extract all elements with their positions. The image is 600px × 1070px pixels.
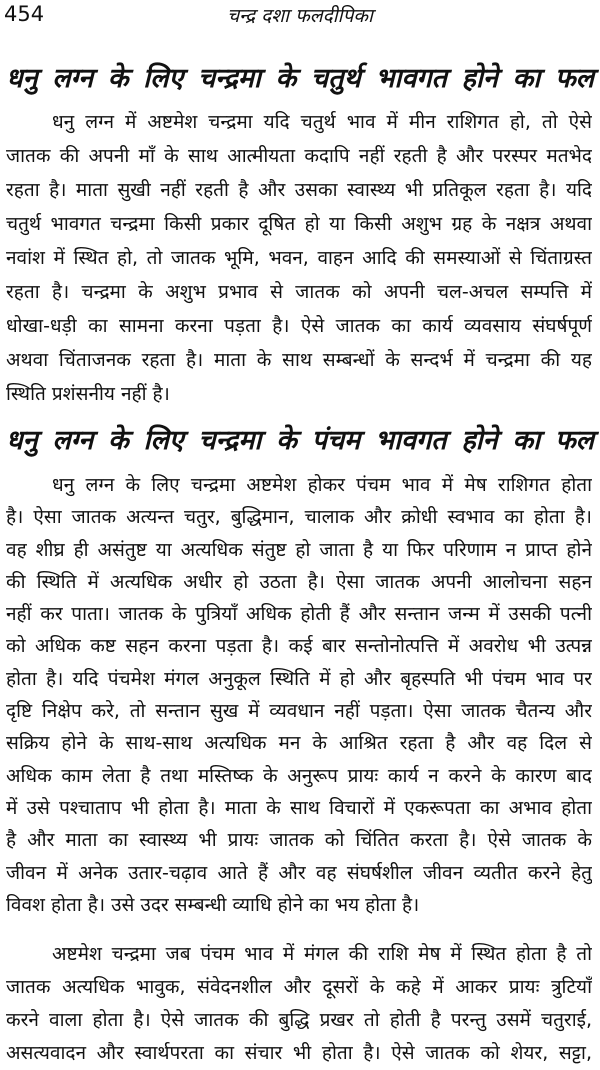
text-line: अथवा चिंताजनक रहता है। माता के साथ सम्बन्धों के सन्दर्भ में चन्द्रमा की यह <box>6 349 592 371</box>
text-line: रहता है। माता सुखी नहीं रहती है और उसका स्वास्थ्य भी प्रतिकूल रहता है। यदि <box>6 179 592 201</box>
text-line: धोखा-धड़ी का सामना करना पड़ता है। ऐसे जातक का कार्य व्यवसाय संघर्षपूर्ण <box>6 315 592 337</box>
text-line: करने वाला होता है। ऐसे जातक की बुद्धि प्रखर तो होती है परन्तु उसमें चतुराई, <box>6 1009 592 1031</box>
text-line: को अधिक कष्ट सहन करना पड़ता है। कई बार सन्तोनोत्पत्ति में अवरोध भी उत्पन्न <box>6 635 592 658</box>
running-title: चन्द्र दशा फलदीपिका <box>227 5 373 27</box>
text-line: होता है। यदि पंचमेश मंगल अनुकूल स्थिति में हो और बृहस्पति भी पंचम भाव पर <box>6 667 592 690</box>
text-line: रहता है। चन्द्रमा के अशुभ प्रभाव से जातक को अपनी चल-अचल सम्पत्ति में <box>6 281 592 303</box>
text-line: में उसे पश्चाताप भी होता है। माता के साथ विचारों में एकरूपता का अभाव होता <box>6 796 592 819</box>
text-line: विवश होता है। उसे उदर सम्बन्धी व्याधि होने का भय होता है। <box>6 893 420 916</box>
text-line: नवांश में स्थित हो, तो जातक भूमि, भवन, वाहन आदि की समस्याओं से चिंताग्रस्त <box>6 247 592 269</box>
text-line: वह शीघ्र ही असंतुष्ट या अत्यधिक संतुष्ट हो जाता है या फिर परिणाम न प्राप्त होने <box>6 538 592 561</box>
text-line: सक्रिय होने के साथ-साथ अत्यधिक मन के आश्रित रहता है और वह दिल से <box>6 732 592 755</box>
text-line: की स्थिति में अत्यधिक अधीर हो उठता है। ऐसा जातक अपनी आलोचना सहन <box>6 570 592 593</box>
page-number: 454 <box>4 2 45 26</box>
text-line: दृष्टि निक्षेप करे, तो सन्तान सुख में व्यवधान नहीं पड़ता। ऐसा जातक चैतन्य और <box>6 700 592 723</box>
section-heading-fifth-house: धनु लग्न के लिए चन्द्रमा के पंचम भावगत होने का फल <box>6 425 594 456</box>
section-heading-fourth-house: धनु लग्न के लिए चन्द्रमा के चतुर्थ भावगत होने का फल <box>6 63 594 94</box>
text-line: अधिक काम लेता है तथा मस्तिष्क के अनुरूप प्रायः कार्य न करने के कारण बाद <box>6 764 592 787</box>
text-line: अष्टमेश चन्द्रमा जब पंचम भाव में मंगल की राशि मेष में स्थित होता है तो <box>52 943 592 965</box>
text-line: धनु लग्न में अष्टमेश चन्द्रमा यदि चतुर्थ भाव में मीन राशिगत हो, तो ऐसे <box>52 111 592 133</box>
text-line: धनु लग्न के लिए चन्द्रमा अष्टमेश होकर पंचम भाव में मेष राशिगत होता <box>52 474 592 496</box>
text-line: है। ऐसा जातक अत्यन्त चतुर, बुद्धिमान, चालाक और क्रोधी स्वभाव का होता है। <box>6 506 592 529</box>
paragraph <box>6 105 592 411</box>
paragraph <box>6 469 592 921</box>
text-line: है और माता का स्वास्थ्य भी प्रायः जातक को चिंतित करता है। ऐसे जातक के <box>6 829 592 852</box>
text-line: नहीं कर पाता। जातक के पुत्रियाँ अधिक होती हैं और सन्तान जन्म में उसकी पत्नी <box>6 603 592 626</box>
paragraph <box>6 938 592 1070</box>
text-line: जातक की अपनी माँ के साथ आत्मीयता कदापि नहीं रहती है और परस्पर मतभेद <box>6 145 592 167</box>
text-line: चतुर्थ भावगत चन्द्रमा किसी प्रकार दूषित हो या किसी अशुभ ग्रह के नक्षत्र अथवा <box>6 213 592 235</box>
text-line: जातक अत्यधिक भावुक, संवेदनशील और दूसरों के कहे में आकर प्रायः त्रुटियाँ <box>6 976 592 998</box>
text-line: स्थिति प्रशंसनीय नहीं है। <box>6 383 170 405</box>
text-line: असत्यवादन और स्वार्थपरता का संचार भी होता है। ऐसे जातक को शेयर, सट्टा, <box>6 1042 592 1064</box>
text-line: जीवन में अनेक उतार-चढ़ाव आते हैं और वह संघर्षशील जीवन व्यतीत करने हेतु <box>6 861 592 884</box>
